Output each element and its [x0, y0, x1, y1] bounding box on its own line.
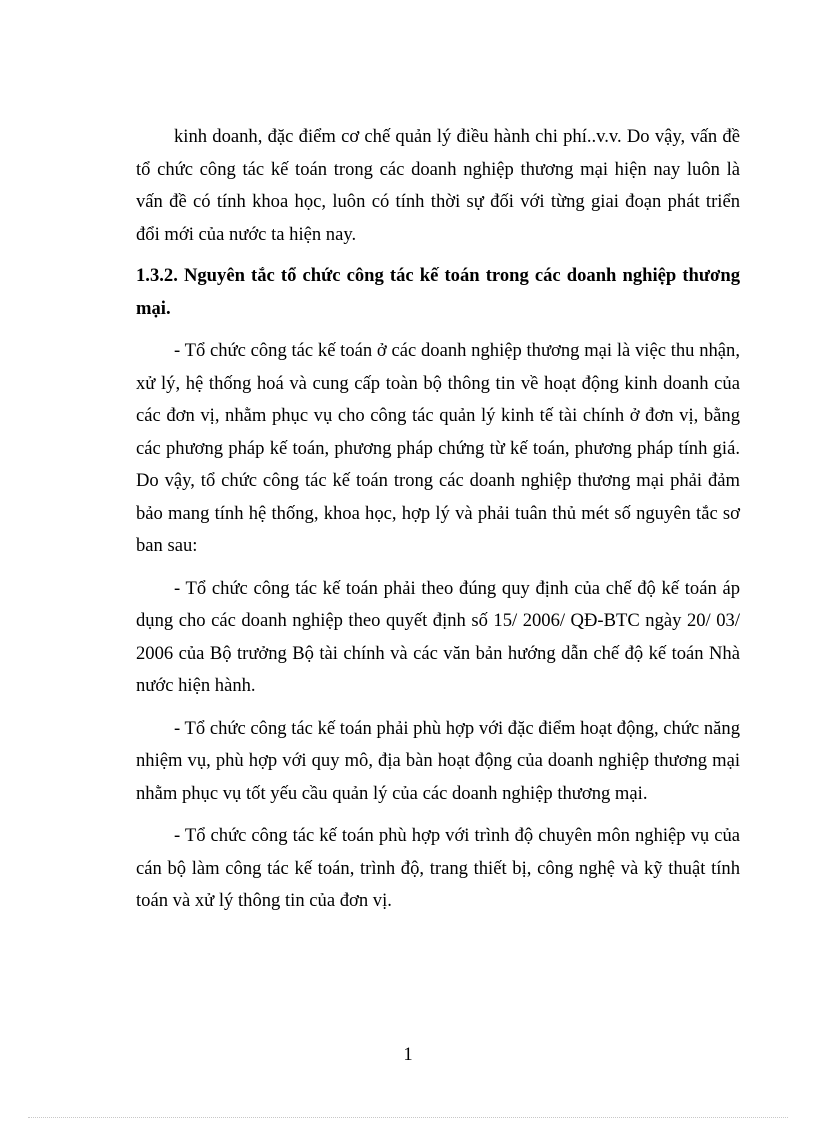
page-bottom-divider	[28, 1117, 788, 1118]
page-content	[136, 121, 740, 918]
intro-paragraph: kinh doanh, đặc điểm cơ chế quản lý điều hành chi phí..v.v. Do vậy, vấn đề tổ chức công tác kế toán trong các doanh nghiệp thương mại hiện nay luôn là vấn đề có tính khoa học, luôn có tính thời sự đối với từng giai đoạn phát triển đổi mới của nước ta hiện nay.	[136, 126, 740, 245]
paragraph-principle-overview: - Tổ chức công tác kế toán ở các doanh nghiệp thương mại là việc thu nhận, xử lý, hệ thống hoá và cung cấp toàn bộ thông tin về hoạt động kinh doanh của các đơn vị, nhằm phục vụ cho công tác quản lý kinh tế tài chính ở đơn vị, bằng các phương pháp kế toán, phương pháp chứng từ kế toán, phương pháp tính giá. Do vậy, tổ chức công tác kế toán trong các doanh nghiệp thương mại phải đảm bảo mang tính hệ thống, khoa học, hợp lý và phải tuân thủ mét số nguyên tắc sơ ban sau:	[136, 340, 740, 556]
paragraph-principle-regulation: - Tổ chức công tác kế toán phải theo đúng quy định của chế độ kế toán áp dụng cho các doanh nghiệp theo quyết định số 15/ 2006/ QĐ-BTC ngày 20/ 03/ 2006 của Bộ trưởng Bộ tài chính và các văn bản hướng dẫn chế độ kế toán Nhà nước hiện hành.	[136, 577, 740, 696]
page-number: 1	[403, 1044, 413, 1065]
section-heading: 1.3.2. Nguyên tắc tổ chức công tác kế toán trong các doanh nghiệp thương mại.	[136, 265, 740, 319]
paragraph-principle-capability: - Tổ chức công tác kế toán phù hợp với trình độ chuyên môn nghiệp vụ của cán bộ làm công tác kế toán, trình độ, trang thiết bị, công nghệ và kỹ thuật tính toán và xử lý thông tin của đơn vị.	[136, 825, 740, 911]
paragraph-principle-suitability: - Tổ chức công tác kế toán phải phù hợp với đặc điểm hoạt động, chức năng nhiệm vụ, phù hợp với quy mô, địa bàn hoạt động của doanh nghiệp thương mại nhằm phục vụ tốt yếu cầu quản lý của các doanh nghiệp thương mại.	[136, 717, 740, 804]
